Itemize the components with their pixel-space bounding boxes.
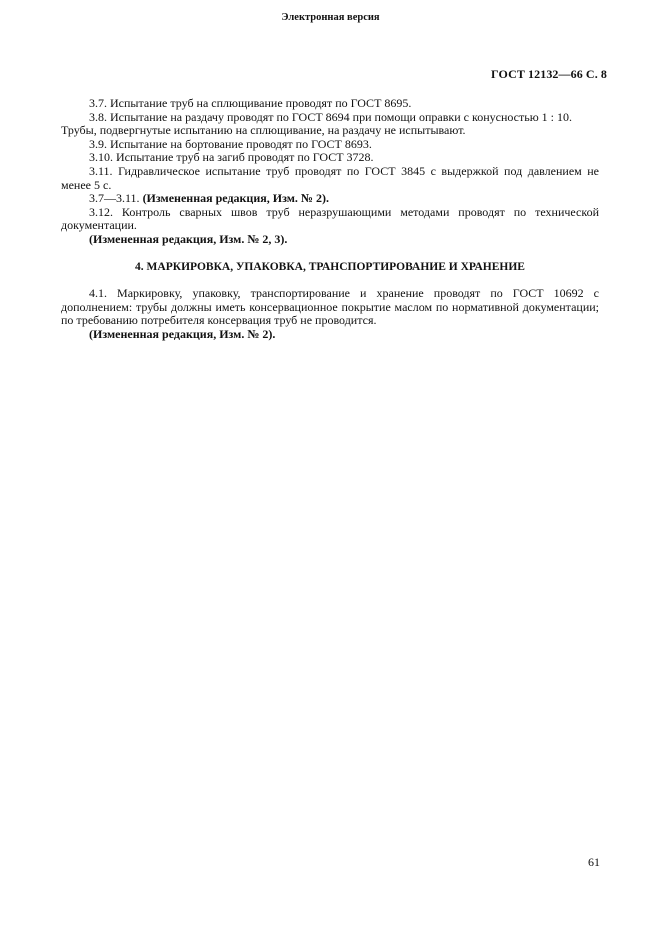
document-body <box>61 97 599 342</box>
paragraph-3-8: 3.8. Испытание на раздачу проводят по ГОСТ 8694 при помощи оправки с конусностью 1 : 10. <box>89 109 572 124</box>
electronic-version-banner: Электронная версия <box>281 12 380 23</box>
amendment-range: 3.7—3.11. <box>89 191 143 206</box>
paragraph-4-1: 4.1. Маркировку, упаковку, транспортирование и хранение проводят по ГОСТ 10692 с дополнением: трубы должны иметь консервационное покрытие маслом по нормативной документации; по требованию потребителя консервация труб не проводится. <box>61 286 599 328</box>
paragraph-3-12-amendment: (Измененная редакция, Изм. № 2, 3). <box>89 231 288 246</box>
paragraph-3-9: 3.9. Испытание на бортование проводят по ГОСТ 8693. <box>89 136 372 151</box>
paragraph-3-10: 3.10. Испытание труб на загиб проводят по ГОСТ 3728. <box>89 150 374 165</box>
paragraph-3-7: 3.7. Испытание труб на сплющивание проводят по ГОСТ 8695. <box>89 96 412 110</box>
section-4-title: 4. МАРКИРОВКА, УПАКОВКА, ТРАНСПОРТИРОВАНИЕ И ХРАНЕНИЕ <box>135 260 525 273</box>
paragraph-3-8-continued: Трубы, подвергнутые испытанию на сплющивание, на раздачу не испытывают. <box>61 123 466 138</box>
paragraph-3-12: 3.12. Контроль сварных швов труб неразрушающими методами проводят по технической документации. <box>61 204 599 233</box>
paragraph-3-11: 3.11. Гидравлическое испытание труб проводят по ГОСТ 3845 с выдержкой под давлением не менее 5 с. <box>61 163 599 192</box>
amendment-note: (Измененная редакция, Изм. № 2). <box>142 191 329 206</box>
paragraph-3-7-3-11-amendment <box>61 192 599 206</box>
page-number: 61 <box>588 855 600 869</box>
paragraph-4-1-amendment: (Измененная редакция, Изм. № 2). <box>89 326 276 341</box>
page-header-standard: ГОСТ 12132—66 С. 8 <box>491 67 607 81</box>
